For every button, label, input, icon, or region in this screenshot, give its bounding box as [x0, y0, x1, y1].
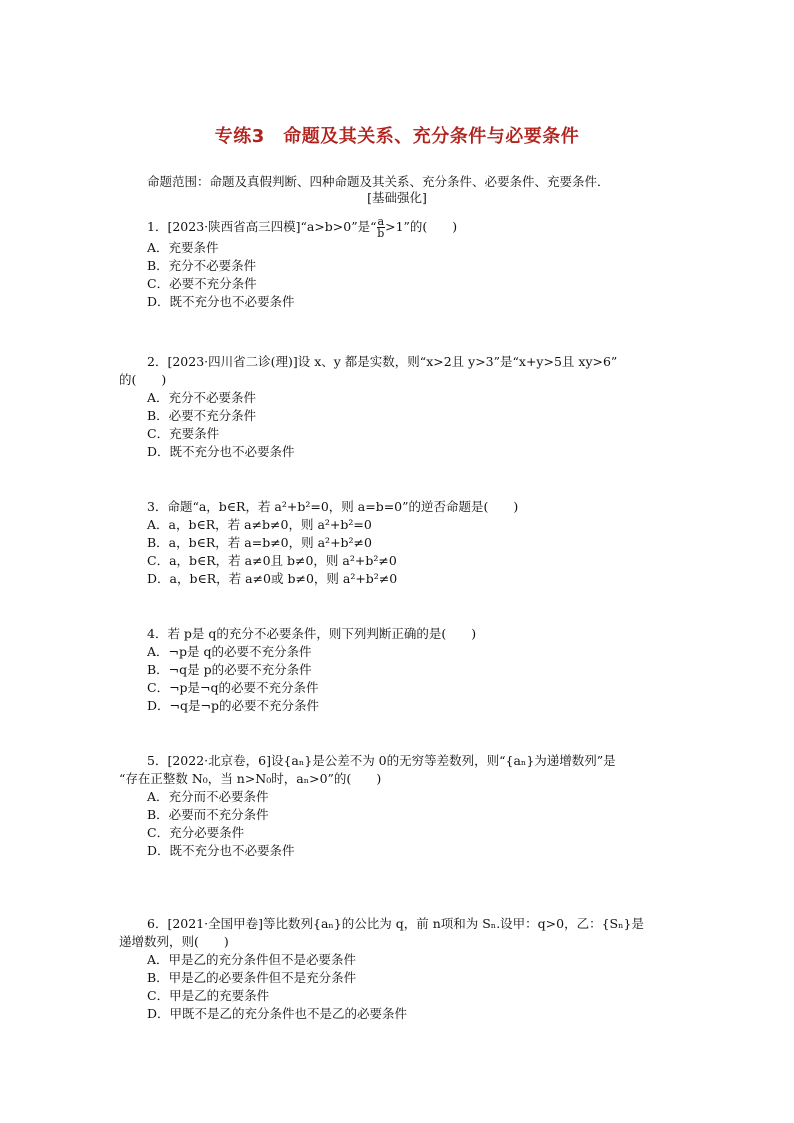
question-1-fraction: [377, 216, 386, 239]
question-5-stem-line2: “存在正整数 N₀，当 n>N₀时，aₙ>0”的( ): [119, 771, 382, 786]
question-1-stem: [147, 216, 687, 239]
option-a[interactable]: A．甲是乙的充分条件但不是必要条件: [147, 952, 357, 967]
option-c[interactable]: C．¬p是¬q的必要不充分条件: [147, 680, 319, 695]
question-5: [119, 752, 687, 860]
option-d[interactable]: D．既不充分也不必要条件: [147, 294, 295, 309]
option-c[interactable]: C．充分必要条件: [147, 825, 245, 840]
option-b[interactable]: B．充分不必要条件: [147, 258, 257, 273]
option-a[interactable]: A．充分而不必要条件: [147, 789, 269, 804]
option-b[interactable]: B．¬q是 p的必要不充分条件: [147, 662, 312, 677]
page-title: 专练3 命题及其关系、充分条件与必要条件: [214, 126, 580, 147]
option-d[interactable]: D．既不充分也不必要条件: [147, 843, 295, 858]
question-1: [147, 216, 687, 311]
question-3-stem: 3．命题“a，b∈R，若 a²+b²=0，则 a=b=0”的逆否命题是( ): [147, 499, 519, 514]
option-b[interactable]: B．必要不充分条件: [147, 408, 257, 423]
fraction-denominator: b: [377, 227, 385, 240]
option-c[interactable]: C．a，b∈R，若 a≠0且 b≠0，则 a²+b²≠0: [147, 553, 397, 568]
question-2-stem-line2: 的( ): [119, 372, 167, 387]
question-6-stem-line2: 递增数列，则( ): [119, 934, 229, 949]
option-a[interactable]: A．充分不必要条件: [147, 390, 257, 405]
option-a[interactable]: A．¬p是 q的必要不充分条件: [147, 644, 312, 659]
fraction-numerator: a: [377, 215, 385, 228]
option-c[interactable]: C．充要条件: [147, 426, 220, 441]
question-6-stem-line1: 6．[2021·全国甲卷]等比数列{aₙ}的公比为 q，前 n项和为 Sₙ.设甲：q>0，乙：{Sₙ}是: [147, 916, 644, 931]
option-b[interactable]: B．甲是乙的必要条件但不是充分条件: [147, 970, 357, 985]
option-c[interactable]: C．必要不充分条件: [147, 276, 257, 291]
question-1-stem-pre: 1．[2023·陕西省高三四模]“a>b>0”是“: [147, 219, 377, 234]
option-d[interactable]: D．甲既不是乙的充分条件也不是乙的必要条件: [147, 1006, 408, 1021]
option-c[interactable]: C．甲是乙的充要条件: [147, 988, 270, 1003]
option-b[interactable]: B．必要而不充分条件: [147, 807, 269, 822]
option-d[interactable]: D．既不充分也不必要条件: [147, 444, 295, 459]
question-5-stem-line1: 5．[2022·北京卷，6]设{aₙ}是公差不为 0的无穷等差数列，则“{aₙ}为递增数列”是: [147, 753, 616, 768]
question-3: [147, 498, 687, 588]
scope-line: 命题范围：命题及真假判断、四种命题及其关系、充分条件、必要条件、充要条件．: [147, 174, 610, 189]
option-a[interactable]: A．a，b∈R，若 a≠b≠0，则 a²+b²=0: [147, 517, 372, 532]
section-heading: [基础强化]: [367, 190, 427, 205]
question-1-stem-post: >1”的( ): [385, 219, 458, 234]
option-b[interactable]: B．a，b∈R，若 a=b≠0，则 a²+b²≠0: [147, 535, 372, 550]
question-4-stem: 4．若 p是 q的充分不必要条件，则下列判断正确的是( ): [147, 626, 477, 641]
question-2-stem-line1: 2．[2023·四川省二诊(理)]设 x、y 都是实数，则“x>2且 y>3”是“x+y>5且 xy>6”: [147, 354, 618, 369]
option-d[interactable]: D．¬q是¬p的必要不充分条件: [147, 698, 319, 713]
option-d[interactable]: D．a，b∈R，若 a≠0或 b≠0，则 a²+b²≠0: [147, 571, 398, 586]
question-6: [119, 915, 687, 1023]
option-a[interactable]: A．充要条件: [147, 240, 219, 255]
question-2: [119, 353, 687, 461]
question-4: [147, 625, 687, 715]
